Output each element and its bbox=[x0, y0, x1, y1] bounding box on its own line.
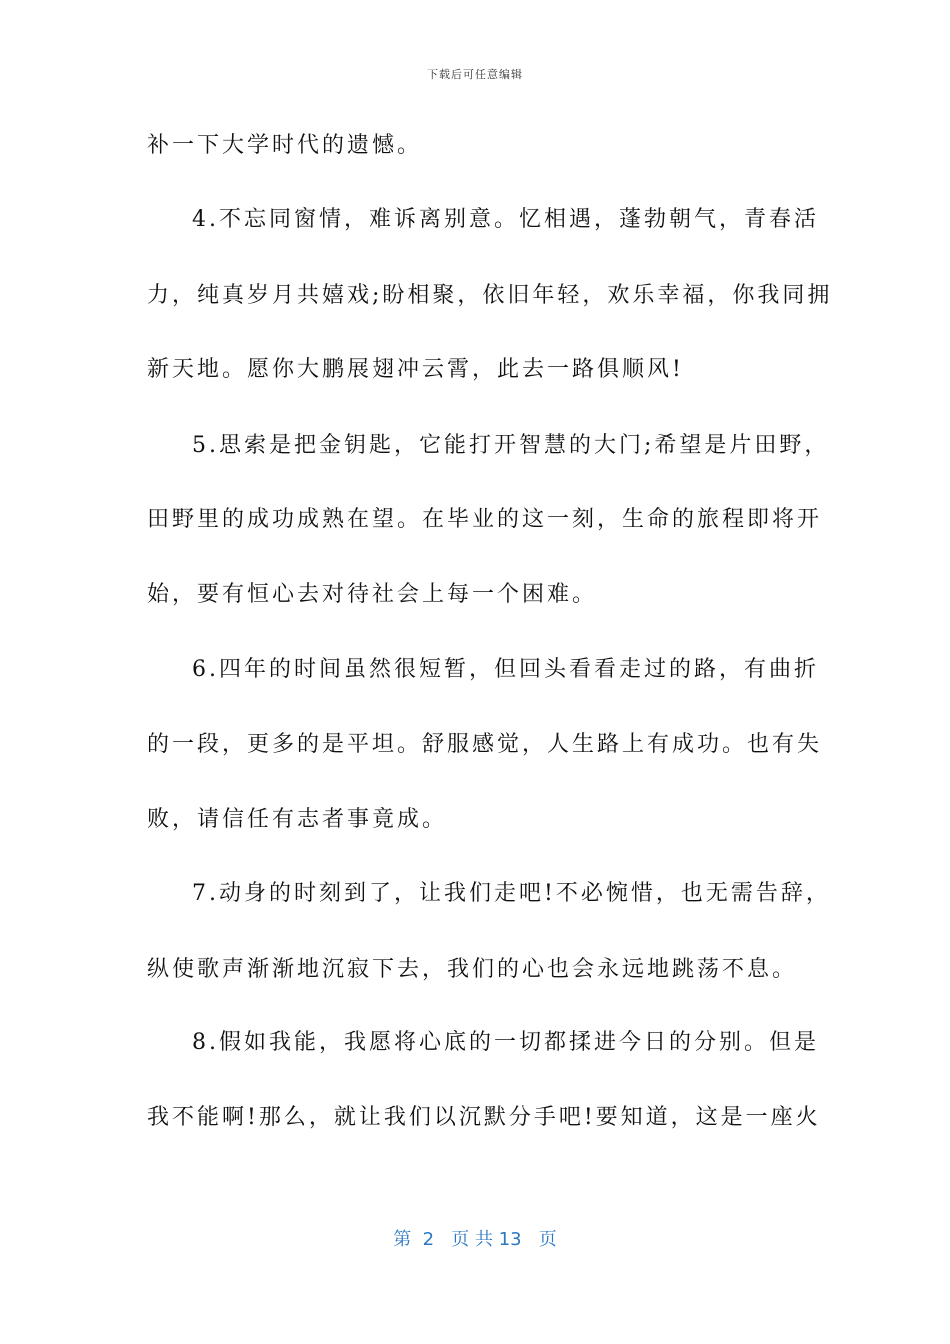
text-line: 力，纯真岁月共嬉戏;盼相聚，依旧年轻，欢乐幸福，你我同拥 bbox=[147, 283, 833, 308]
text-line: 我不能啊!那么，就让我们以沉默分手吧!要知道，这是一座火 bbox=[147, 1105, 821, 1130]
page-header: 下载后可任意编辑 bbox=[427, 68, 523, 81]
text-line: 纵使歌声渐渐地沉寂下去，我们的心也会永远地跳荡不息。 bbox=[147, 957, 798, 982]
text-line: 田野里的成功成熟在望。在毕业的这一刻，生命的旅程即将开 bbox=[147, 507, 823, 532]
text-line: 的一段，更多的是平坦。舒服感觉，人生路上有成功。也有失 bbox=[147, 732, 823, 757]
text-line: 败，请信任有志者事竟成。 bbox=[147, 807, 448, 832]
text-line: 新天地。愿你大鹏展翅冲云霄，此去一路俱顺风! bbox=[147, 357, 684, 382]
text-line: 始，要有恒心去对待社会上每一个困难。 bbox=[147, 582, 598, 607]
text-line: 4.不忘同窗情，难诉离别意。忆相遇，蓬勃朝气，青春活 bbox=[192, 207, 819, 232]
text-line: 补一下大学时代的遗憾。 bbox=[147, 133, 423, 158]
text-line: 8.假如我能，我愿将心底的一切都揉进今日的分别。但是 bbox=[192, 1030, 819, 1055]
text-line: 7.动身的时刻到了，让我们走吧!不必惋惜，也无需告辞， bbox=[192, 881, 831, 906]
text-line: 5.思索是把金钥匙，它能打开智慧的大门;希望是片田野， bbox=[192, 433, 830, 458]
page-number-footer: 第 2 页 共 13 页 bbox=[393, 1229, 557, 1250]
text-line: 6.四年的时间虽然很短暂，但回头看看走过的路，有曲折 bbox=[192, 657, 819, 682]
